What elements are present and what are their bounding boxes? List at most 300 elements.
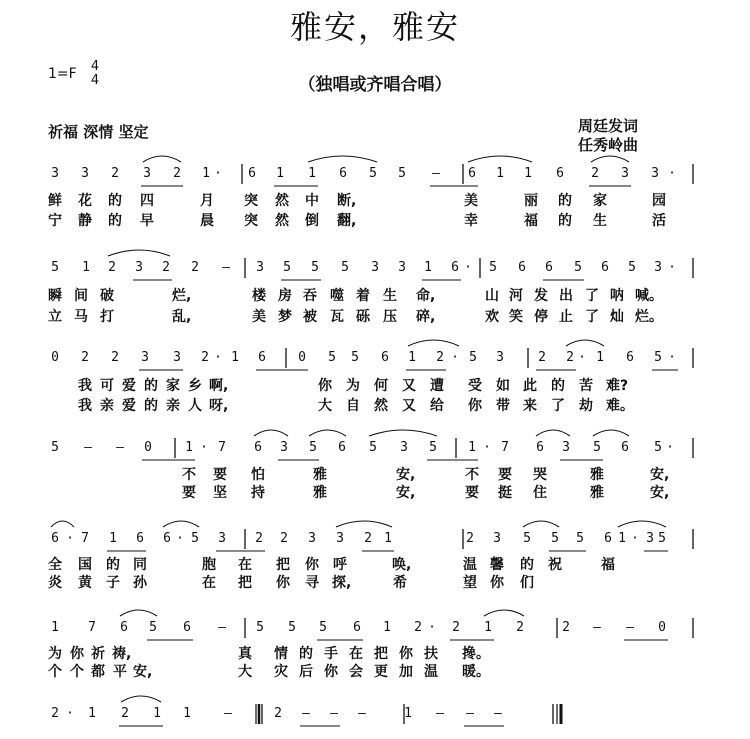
note-dash: – (466, 706, 474, 721)
lyric-syllable: 园 (652, 193, 666, 209)
note: 5 (256, 620, 264, 635)
lyric-syllable: 把 (238, 575, 252, 591)
note: 1 (596, 350, 604, 365)
note: 1 (202, 166, 210, 181)
lyric-syllable: 把 (374, 646, 388, 662)
composer-credit: 任秀岭曲 (578, 136, 639, 154)
slur (121, 696, 161, 702)
note: 2 (538, 350, 546, 365)
note: 5 (576, 531, 584, 546)
augmentation-dot: · (668, 166, 676, 181)
note: 5 (283, 260, 291, 275)
note-dash: – (218, 620, 226, 635)
augmentation-dot: · (666, 440, 674, 455)
augmentation-dot: · (668, 260, 676, 275)
note: 1 (408, 350, 416, 365)
lyric-syllable: 乱, (172, 309, 192, 325)
lyric-syllable: 四 (140, 193, 154, 209)
lyric-syllable: 安, (396, 467, 416, 483)
note: 1 (484, 620, 492, 635)
lyric-syllable: 国 (78, 557, 92, 573)
lyric-syllable: 遭 (430, 378, 444, 394)
time-signature-top: 4 (90, 59, 100, 74)
slur (108, 250, 170, 256)
lyric-syllable: 挺 (498, 485, 512, 501)
lyric-syllable: 带 (496, 398, 510, 414)
lyric-syllable: 宁 (48, 213, 62, 229)
note: 3 (143, 166, 151, 181)
lyric-syllable: 然 (275, 213, 289, 229)
lyric-syllable: 个 (70, 664, 84, 680)
note: 1 (308, 166, 316, 181)
lyric-syllable: 哭 (533, 467, 547, 483)
note: 6 (163, 531, 171, 546)
lyric-syllable: 在 (238, 557, 252, 573)
augmentation-dot: · (214, 350, 222, 365)
lyric-syllable: 会 (349, 664, 363, 680)
lyric-syllable: 苦 (579, 378, 593, 394)
note: 5 (351, 350, 359, 365)
lyric-syllable: 温 (463, 557, 477, 573)
lyric-syllable: 然 (374, 398, 388, 414)
lyric-syllable: 笑 (509, 309, 523, 325)
note: 5 (319, 620, 327, 635)
lyric-syllable: 丽 (524, 193, 538, 209)
lyric-syllable: 突 (244, 193, 258, 209)
lyric-syllable: 了 (585, 288, 599, 304)
slur (143, 156, 181, 162)
note: 1 (109, 531, 117, 546)
lyric-syllable: 美 (252, 309, 266, 325)
note: 6 (556, 166, 564, 181)
lyric-syllable: 美 (464, 193, 478, 209)
lyric-syllable: 亲 (166, 398, 180, 414)
lyric-syllable: 河 (509, 288, 523, 304)
lyric-syllable: 压 (383, 309, 397, 325)
note: 3 (398, 260, 406, 275)
note-dash: – (330, 706, 338, 721)
note: 6 (248, 166, 256, 181)
lyric-syllable: 然 (275, 193, 289, 209)
note: 0 (658, 620, 666, 635)
lyric-syllable: 难。 (606, 398, 634, 414)
note: 5 (341, 260, 349, 275)
note: 2 (121, 706, 129, 721)
lyric-syllable: 烂, (172, 288, 192, 304)
lyric-syllable: 雅 (313, 485, 327, 501)
note: 5 (523, 531, 531, 546)
note: 0 (298, 350, 306, 365)
note-dash: – (116, 440, 124, 455)
note: 3 (621, 166, 629, 181)
note: 5 (288, 620, 296, 635)
note: 6 (338, 440, 346, 455)
note: 2 (562, 620, 570, 635)
lyric-syllable: 后 (299, 664, 313, 680)
lyric-syllable: 的 (551, 378, 565, 394)
augmentation-dot: · (631, 531, 639, 546)
note: 1 (185, 440, 193, 455)
lyric-syllable: 黄 (78, 575, 92, 591)
lyric-syllable: 砾 (356, 309, 370, 325)
note: 6 (601, 260, 609, 275)
lyric-syllable: 要 (182, 485, 196, 501)
note: 1 (231, 350, 239, 365)
lyric-syllable: 祝 (548, 557, 562, 573)
note: 3 (654, 260, 662, 275)
lyric-syllable: 们 (520, 575, 534, 591)
lyric-syllable: 楼 (252, 288, 266, 304)
lyric-syllable: 你 (468, 398, 482, 414)
note: 7 (501, 440, 509, 455)
lyric-syllable: 止 (559, 309, 573, 325)
slur (484, 610, 524, 616)
lyric-syllable: 静 (78, 213, 92, 229)
note: 2 (436, 350, 444, 365)
note: 5 (398, 166, 406, 181)
lyric-syllable: 雅 (590, 485, 604, 501)
lyric-syllable: 为 (346, 378, 360, 394)
note-dash: – (358, 706, 366, 721)
slur (51, 521, 74, 527)
note: 0 (144, 440, 152, 455)
note: 5 (658, 531, 666, 546)
lyric-syllable: 呀, (209, 398, 229, 414)
note: 6 (451, 260, 459, 275)
lyric-syllable: 暖。 (462, 664, 490, 680)
lyric-syllable: 瞬 (48, 288, 62, 304)
note: 6 (518, 260, 526, 275)
lyric-syllable: 你 (324, 664, 338, 680)
note: 3 (135, 260, 143, 275)
note: 3 (336, 531, 344, 546)
note: 5 (149, 620, 157, 635)
slur (468, 156, 532, 162)
lyric-syllable: 晨 (200, 213, 214, 229)
lyric-syllable: 生 (383, 288, 397, 304)
note: 3 (493, 531, 501, 546)
augmentation-dot: · (578, 350, 586, 365)
lyric-syllable: 的 (108, 193, 122, 209)
lyric-syllable: 的 (144, 398, 158, 414)
lyric-syllable: 家 (593, 193, 607, 209)
lyric-syllable: 早 (140, 213, 154, 229)
note: 5 (429, 440, 437, 455)
slur (523, 521, 559, 527)
lyric-syllable: 的 (144, 378, 158, 394)
lyric-syllable: 把 (276, 557, 290, 573)
augmentation-dot: · (66, 531, 74, 546)
augmentation-dot: · (200, 440, 208, 455)
lyric-syllable: 要 (213, 467, 227, 483)
note: 7 (218, 440, 226, 455)
note: 2 (280, 531, 288, 546)
lyric-syllable: 坚 (213, 485, 227, 501)
slur (308, 156, 377, 162)
lyric-syllable: 温 (424, 664, 438, 680)
lyric-syllable: 乡 (188, 378, 202, 394)
lyric-syllable: 碎, (416, 309, 436, 325)
note: 2 (201, 350, 209, 365)
lyric-syllable: 大 (318, 398, 332, 414)
augmentation-dot: · (464, 260, 472, 275)
slur (408, 340, 459, 346)
lyric-syllable: 房 (278, 288, 292, 304)
note: 6 (353, 620, 361, 635)
note-dash: – (222, 260, 230, 275)
slur (163, 521, 199, 527)
note: 2 (111, 350, 119, 365)
augmentation-dot: · (428, 620, 436, 635)
note: 2 (466, 531, 474, 546)
lyric-syllable: 更 (374, 664, 388, 680)
lyric-syllable: 吞 (303, 288, 317, 304)
note: 1 (153, 706, 161, 721)
lyric-syllable: 的 (106, 557, 120, 573)
lyric-syllable: 你 (490, 575, 504, 591)
note: 1 (183, 706, 191, 721)
performance-note: （独唱或齐唱合唱） (298, 75, 452, 95)
note: 5 (328, 350, 336, 365)
lyric-syllable: 欢 (485, 309, 499, 325)
lyric-syllable: 你 (276, 575, 290, 591)
note: 3 (141, 350, 149, 365)
note: 6 (468, 166, 476, 181)
lyric-syllable: 烂。 (635, 309, 663, 325)
note-dash: – (626, 620, 634, 635)
note: 1 (468, 440, 476, 455)
note: 5 (654, 350, 662, 365)
lyric-syllable: 鲜 (48, 193, 62, 209)
lyric-syllable: 我 (78, 378, 92, 394)
augmentation-dot: · (668, 350, 676, 365)
lyric-syllable: 如 (496, 378, 510, 394)
note: 1 (524, 166, 532, 181)
note-dash: – (432, 166, 440, 181)
lyric-syllable: 唤, (392, 557, 412, 573)
slur (591, 156, 629, 162)
slur (536, 430, 570, 436)
slur (566, 340, 604, 346)
note: 3 (308, 531, 316, 546)
lyric-syllable: 倒 (305, 213, 319, 229)
note: 2 (191, 260, 199, 275)
note: 2 (566, 350, 574, 365)
augmentation-dot: · (214, 166, 222, 181)
note: 3 (218, 531, 226, 546)
lyric-syllable: 突 (244, 213, 258, 229)
note: 3 (646, 531, 654, 546)
note: 1 (384, 531, 392, 546)
lyric-syllable: 花 (78, 193, 92, 209)
note: 6 (51, 531, 59, 546)
lyric-syllable: 喊。 (635, 288, 663, 304)
note: 7 (81, 531, 89, 546)
lyric-syllable: 瓦 (330, 309, 344, 325)
lyric-syllable: 都 (91, 664, 105, 680)
note: 3 (256, 260, 264, 275)
lyric-syllable: 发 (534, 288, 548, 304)
lyric-syllable: 命, (416, 288, 436, 304)
lyric-syllable: 雅 (313, 467, 327, 483)
lyric-syllable: 望 (463, 575, 477, 591)
lyric-syllable: 的 (108, 213, 122, 229)
lyric-syllable: 在 (349, 646, 363, 662)
note-dash: – (302, 706, 310, 721)
lyric-syllable: 山 (485, 288, 499, 304)
note: 5 (574, 260, 582, 275)
note: 5 (469, 350, 477, 365)
note: 6 (604, 531, 612, 546)
lyric-syllable: 活 (652, 213, 666, 229)
lyric-syllable: 福 (601, 557, 615, 573)
lyric-syllable: 住 (533, 485, 547, 501)
lyric-syllable: 个 (48, 664, 62, 680)
note-dash: – (224, 706, 232, 721)
lyric-syllable: 胞 (202, 557, 216, 573)
note: 2 (516, 620, 524, 635)
lyric-syllable: 情 (274, 646, 288, 662)
note: 5 (309, 440, 317, 455)
lyric-syllable: 希 (393, 575, 407, 591)
note: 2 (111, 166, 119, 181)
lyric-syllable: 怕 (251, 467, 265, 483)
lyric-syllable: 雅 (590, 467, 604, 483)
note: 2 (173, 166, 181, 181)
lyric-syllable: 打 (100, 309, 114, 325)
note: 1 (276, 166, 284, 181)
key-signature: 1=F (48, 66, 77, 82)
lyric-syllable: 加 (399, 664, 413, 680)
note: 3 (562, 440, 570, 455)
lyric-syllable: 爱 (122, 398, 136, 414)
lyric-syllable: 人 (188, 398, 202, 414)
note: 6 (536, 440, 544, 455)
note: 5 (311, 260, 319, 275)
lyric-syllable: 炎 (48, 575, 62, 591)
note: 5 (191, 531, 199, 546)
lyric-syllable: 幸 (464, 213, 478, 229)
note-dash: – (494, 706, 502, 721)
lyric-syllable: 你 (70, 646, 84, 662)
lyric-syllable: 的 (558, 193, 572, 209)
augmentation-dot: · (451, 350, 459, 365)
lyric-syllable: 断, (337, 193, 357, 209)
note: 2 (108, 260, 116, 275)
note: 2 (364, 531, 372, 546)
expression-marking: 祈福 深情 坚定 (48, 123, 149, 141)
note: 2 (162, 260, 170, 275)
lyric-syllable: 你 (305, 557, 319, 573)
note: 3 (400, 440, 408, 455)
note: 2 (591, 166, 599, 181)
augmentation-dot: · (176, 531, 184, 546)
note: 5 (489, 260, 497, 275)
time-signature-bottom: 4 (90, 73, 100, 88)
lyric-syllable: 要 (498, 467, 512, 483)
credits (578, 117, 638, 155)
lyric-syllable: 福 (524, 213, 538, 229)
note: 5 (654, 440, 662, 455)
note-dash: – (436, 706, 444, 721)
note: 6 (183, 620, 191, 635)
note: 1 (404, 706, 412, 721)
lyric-syllable: 馨 (490, 557, 504, 573)
lyric-syllable: 翻, (337, 213, 357, 229)
lyric-syllable: 要 (465, 485, 479, 501)
slur (369, 430, 437, 436)
lyric-syllable: 立 (48, 309, 62, 325)
lyric-syllable: 间 (74, 288, 88, 304)
note: 5 (369, 166, 377, 181)
lyric-syllable: 在 (202, 575, 216, 591)
note: 2 (274, 706, 282, 721)
lyric-syllable: 探, (332, 575, 352, 591)
lyric-syllable: 何 (374, 378, 388, 394)
note: 1 (383, 620, 391, 635)
note: 2 (81, 350, 89, 365)
lyric-syllable: 我 (78, 398, 92, 414)
lyric-syllable: 了 (551, 398, 565, 414)
note: 0 (51, 350, 59, 365)
lyric-syllable: 啊, (209, 378, 229, 394)
lyric-syllable: 出 (559, 288, 573, 304)
note: 3 (280, 440, 288, 455)
lyric-syllable: 祷, (112, 646, 132, 662)
lyric-syllable: 搀。 (462, 646, 490, 662)
lyric-syllable: 月 (200, 193, 214, 209)
lyricist-credit: 周廷发词 (578, 117, 639, 135)
slur (336, 521, 392, 527)
note: 3 (651, 166, 659, 181)
augmentation-dot: · (483, 440, 491, 455)
note: 5 (628, 260, 636, 275)
lyric-syllable: 受 (468, 378, 482, 394)
note: 2 (51, 706, 59, 721)
lyric-syllable: 灿 (610, 309, 624, 325)
lyric-syllable: 的 (299, 646, 313, 662)
lyric-syllable: 中 (305, 193, 319, 209)
lyric-syllable: 孙 (133, 575, 147, 591)
note: 2 (414, 620, 422, 635)
lyric-syllable: 平 (113, 664, 127, 680)
lyric-syllable: 给 (430, 398, 444, 414)
lyric-syllable: 生 (593, 213, 607, 229)
lyric-syllable: 家 (166, 378, 180, 394)
lyric-syllable: 不 (465, 467, 479, 483)
lyric-syllable: 来 (523, 398, 537, 414)
note: 5 (51, 260, 59, 275)
note: 6 (258, 350, 266, 365)
lyric-syllable: 灾 (274, 664, 288, 680)
note: 6 (545, 260, 553, 275)
lyric-syllable: 马 (74, 309, 88, 325)
lyric-syllable: 自 (346, 398, 360, 414)
note: 5 (593, 440, 601, 455)
lyric-syllable: 子 (106, 575, 120, 591)
note: 5 (369, 440, 377, 455)
lyric-syllable: 噬 (330, 288, 344, 304)
lyric-syllable: 寻 (305, 575, 319, 591)
note: 2 (255, 531, 263, 546)
note: 7 (88, 620, 96, 635)
lyric-syllable: 安, (133, 664, 153, 680)
lyric-syllable: 劫 (579, 398, 593, 414)
lyric-syllable: 你 (318, 378, 332, 394)
note: 1 (88, 706, 96, 721)
note-dash: – (84, 440, 92, 455)
lyric-syllable: 全 (48, 557, 62, 573)
